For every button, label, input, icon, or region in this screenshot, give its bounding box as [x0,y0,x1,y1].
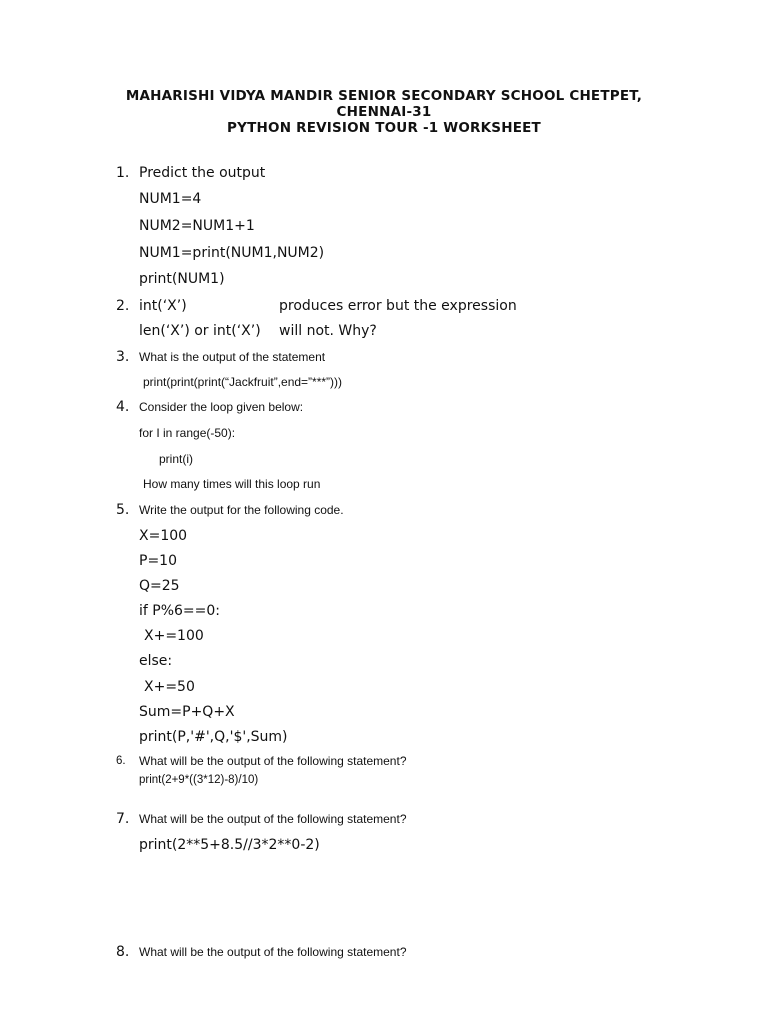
code-line: X+=100 [144,628,204,644]
code-line: print(P,'#',Q,'$',Sum) [139,729,288,745]
question-number: 2. [116,298,130,314]
code-line: print(print(print(“Jackfruit”,end=”***”))) [143,375,343,389]
question-text: What will be the output of the following statement? [139,754,407,768]
question-number: 6. [116,755,126,767]
question-number: 5. [116,502,130,518]
question-number: 4. [116,399,130,415]
code-line: for I in range(-50): [139,426,236,440]
question-text: Write the output for the following code. [139,503,344,517]
code-line: print(2+9*((3*12)-8)/10) [139,774,259,786]
question-text: Consider the loop given below: [139,400,304,414]
code-line: P=10 [139,553,177,569]
code-line: print(NUM1) [139,271,225,287]
question-text: What will be the output of the following statement? [139,812,407,826]
question-text: How many times will this loop run [143,477,321,491]
code-line: X=100 [139,528,188,544]
question-number: 3. [116,349,130,365]
question-number: 1. [116,165,130,181]
code-line: print(2**5+8.5//3*2**0-2) [139,837,320,853]
worksheet-header [0,88,768,136]
code-line: if P%6==0: [139,603,221,619]
question-text: What is the output of the statement [139,350,326,364]
code-line: len(‘X’) or int(‘X’) [139,323,261,339]
code-line: Q=25 [139,578,180,594]
code-line: Sum=P+Q+X [139,704,235,720]
code-line: else: [139,653,173,669]
question-number: 8. [116,944,130,960]
code-line: print(i) [159,452,194,466]
question-text: Predict the output [139,165,266,181]
question-text: produces error but the expression [279,298,517,314]
worksheet-title: PYTHON REVISION TOUR -1 WORKSHEET [227,120,541,136]
question-text: will not. Why? [279,323,377,339]
school-name: MAHARISHI VIDYA MANDIR SENIOR SECONDARY SCHOOL CHETPET, [125,88,643,104]
code-line: X+=50 [144,679,195,695]
school-city: CHENNAI-31 [336,104,432,120]
code-line: NUM1=4 [139,191,202,207]
question-number: 7. [116,811,130,827]
code-line: int(‘X’) [139,298,187,314]
question-text: What will be the output of the following statement? [139,945,407,959]
code-line: NUM1=print(NUM1,NUM2) [139,245,325,261]
code-line: NUM2=NUM1+1 [139,218,255,234]
